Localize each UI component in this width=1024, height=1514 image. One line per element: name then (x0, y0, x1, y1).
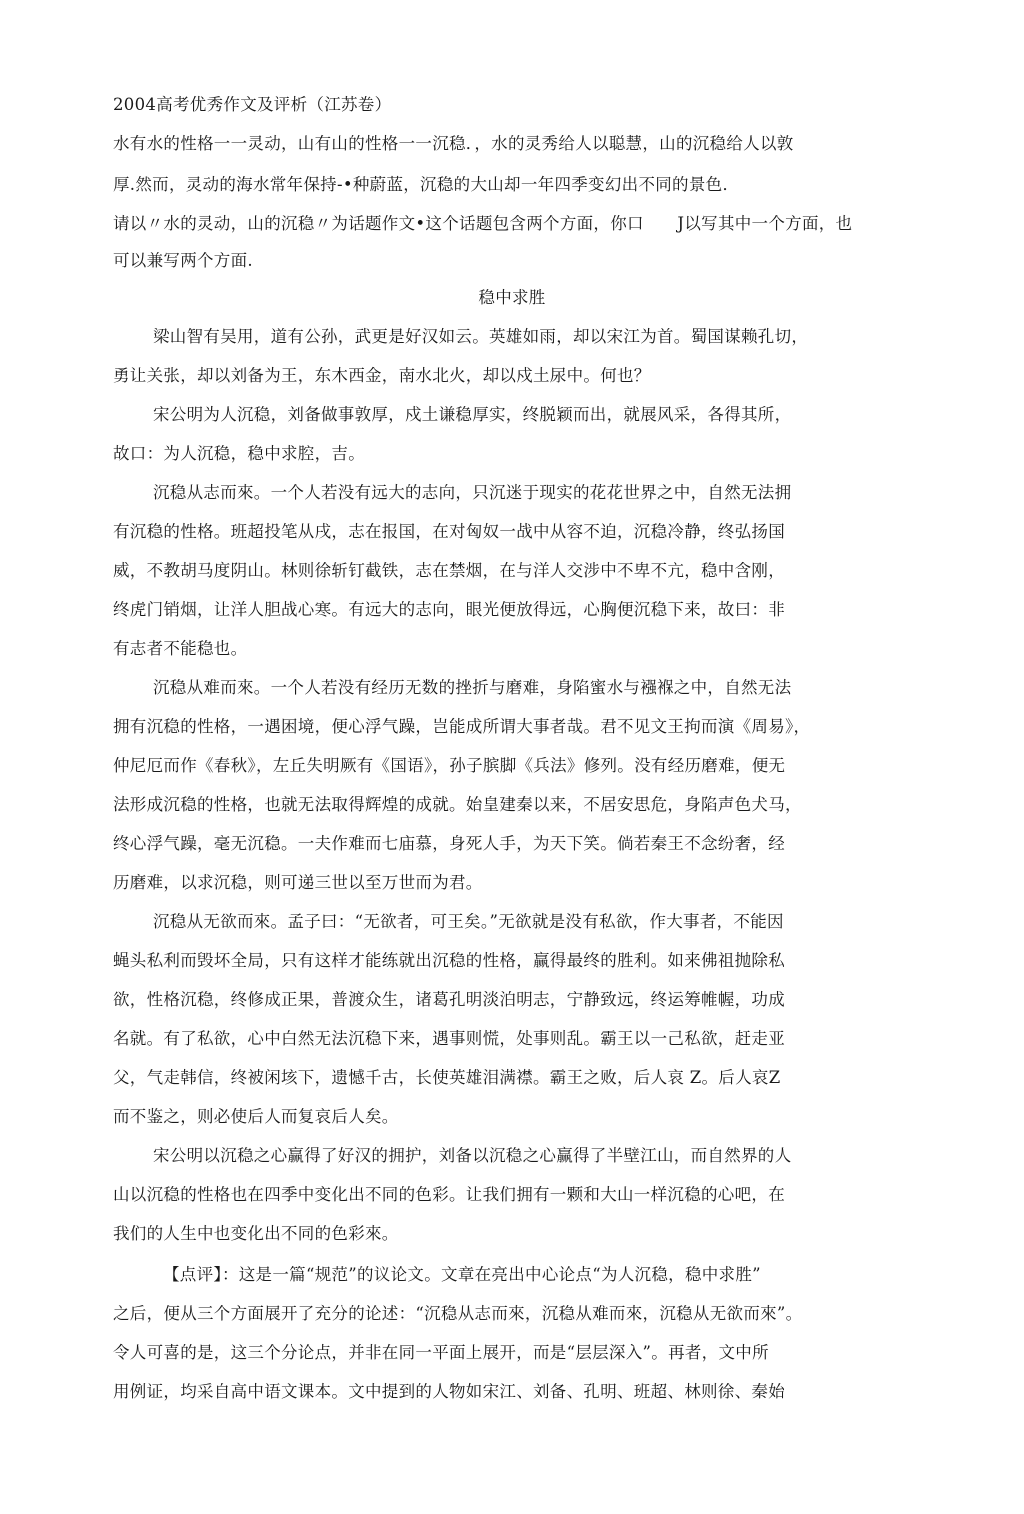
essay-line: 威，不教胡马度阴山。林则徐斩钉截铁，志在禁烟，在与洋人交涉中不卑不亢，稳中含刚， (113, 561, 785, 580)
essay-title: 稳中求胜 (478, 288, 546, 307)
essay-line: 沉稳从志而來。一个人若没有远大的志向，只沉迷于现实的花花世界之中，自然无法拥 (153, 483, 792, 502)
review-label: 【点评】 (163, 1265, 222, 1284)
review-line: 用例证，均采自高中语文课本。文中提到的人物如宋江、刘备、孔明、班超、林则徐、秦始 (113, 1382, 785, 1401)
essay-line: 沉稳从无欲而來。孟子曰：“无欲者，可王矣。”无欲就是没有私欲，作大事者，不能因 (153, 912, 784, 931)
essay-line: 有沉稳的性格。班超投笔从戌，志在报国，在对匈奴一战中从容不迫，沉稳冷静，终弘扬国 (113, 522, 785, 541)
review-line: 令人可喜的是，这三个分论点，并非在同一平面上展开，而是“层层深入”。再者，文中所 (113, 1343, 769, 1362)
essay-line: 终心浮气躁，毫无沉稳。一夫作难而七庙慕，身死人手，为天下笑。倘若秦王不念纷奢，经 (113, 834, 785, 853)
essay-line: 宋公明以沉稳之心赢得了好汉的拥护，刘备以沉稳之心赢得了半壁江山，而自然界的人 (153, 1146, 792, 1165)
prompt-line: 水有水的性格一一灵动，山有山的性格一一沉稳．，水的灵秀给人以聪慧，山的沉稳给人以敦 (113, 134, 794, 153)
essay-line: 父，气走韩信，终被闲垓下，遗憾千古，长使英雄泪满襟。霸王之败，后人哀 Z。后人哀Z (113, 1068, 781, 1087)
essay-line: 勇让关张，却以刘备为王，东木西金，南水北火，却以戍土尿中。何也？ (113, 366, 651, 385)
prompt-line: 厚.然而，灵动的海水常年保持-•种蔚蓝，沉稳的大山却一年四季变幻出不同的景色． (113, 175, 740, 194)
essay-line: 而不鉴之，则必使后人而复哀后人矣。 (113, 1107, 399, 1126)
essay-line: 梁山智有吴用，道有公孙，武更是好汉如云。英雄如雨，却以宋江为首。蜀国谋赖孔切， (153, 327, 809, 346)
document-heading: 2004高考优秀作文及评析（江苏卷） (113, 95, 392, 114)
essay-line: 我们的人生中也变化出不同的色彩來。 (113, 1224, 399, 1243)
prompt-line: 请以〃水的灵动，山的沉稳〃为话题作文•这个话题包含两个方面，你口 J以写其中一个方面，也 (113, 214, 853, 233)
essay-line: 历磨难，以求沉稳，则可递三世以至万世而为君。 (113, 873, 483, 892)
essay-line: 有志者不能稳也。 (113, 639, 248, 658)
essay-line: 名就。有了私欲，心中白然无法沉稳下来，遇事则慌，处事则乱。霸王以一己私欲，赶走亚 (113, 1029, 785, 1048)
review-first-line (163, 1264, 963, 1286)
essay-line: 仲尼厄而作《春秋》，左丘失明厥有《国语》，孙子膑脚《兵法》修列。没有经历磨难，便无 (113, 756, 786, 775)
essay-line: 宋公明为人沉稳，刘备做事敦厚，戍土谦稳厚实，终脱颖而出，就展风采，各得其所， (153, 405, 792, 424)
essay-line: 沉稳从难而來。一个人若没有经历无数的挫折与磨难，身陷蜜水与襁褓之中，自然无法 (153, 678, 792, 697)
review-line: 之后，便从三个方面展开了充分的论述：“沉稳从志而來，沉稳从难而來，沉稳从无欲而來”。 (113, 1304, 803, 1323)
essay-line: 山以沉稳的性格也在四季中变化出不同的色彩。让我们拥有一颗和大山一样沉稳的心吧，在 (113, 1185, 785, 1204)
essay-line: 欲，性格沉稳，终修成正果，普渡众生，诸葛孔明淡泊明志，宁静致远，终运筹帷幄，功成 (113, 990, 785, 1009)
review-line: ：这是一篇“规范”的议论文。文章在亮出中心论点“为人沉稳，稳中求胜” (221, 1265, 761, 1284)
essay-line: 故口：为人沉稳，稳中求腔，吉。 (113, 444, 365, 463)
essay-line: 法形成沉稳的性格，也就无法取得辉煌的成就。始皇建秦以来，不居安思危，身陷声色犬马， (113, 795, 802, 814)
essay-line: 终虎门销烟，让洋人胆战心寒。有远大的志向，眼光便放得远，心胸便沉稳下来，故曰：非 (113, 600, 785, 619)
essay-line: 拥有沉稳的性格，一遇困境，便心浮气躁，岂能成所谓大事者哉。君不见文王拘而演《周易》， (113, 717, 811, 736)
prompt-line: 可以兼写两个方面. (113, 251, 253, 270)
essay-line: 蝇头私利而毁坏全局，只有这样才能练就出沉稳的性格，赢得最终的胜利。如来佛祖抛除私 (113, 951, 785, 970)
